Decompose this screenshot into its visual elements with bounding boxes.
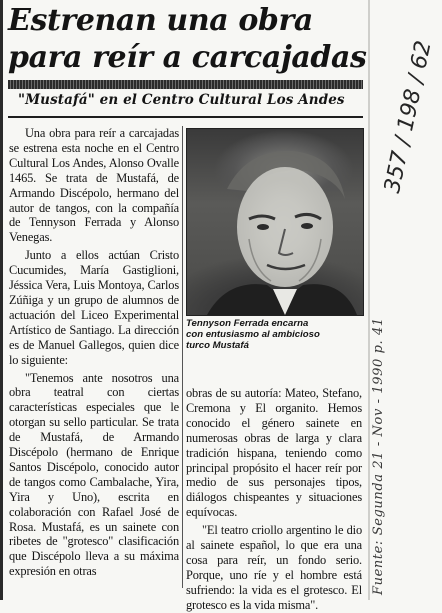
headline bbox=[8, 2, 368, 76]
subheadline: "Mustafá" en el Centro Cultural Los Andes bbox=[18, 92, 345, 108]
archive-number: 357 / 198 / 62 bbox=[380, 38, 437, 196]
clipping-right-edge bbox=[368, 0, 370, 600]
portrait-illustration bbox=[187, 129, 363, 315]
photo-caption bbox=[186, 318, 362, 352]
clipping-left-edge bbox=[0, 0, 3, 600]
subhead-rule-bar bbox=[8, 80, 363, 89]
portrait-photo bbox=[186, 128, 364, 316]
caption-line-2: con entusiasmo al ambicioso bbox=[186, 329, 320, 341]
article-column-left bbox=[9, 126, 179, 579]
paragraph-1: Una obra para reír a carcajadas se estrena esta noche en el Centro Cultural Los Andes, Alonso Ovalle 1465. Se trata de Mustafá, de Armando Discépolo, hermano del autor de tangos, con la compañía de Tennyson Ferrada y Alonso Venegas. bbox=[9, 126, 179, 245]
caption-line-3: turco Mustafá bbox=[186, 340, 249, 352]
paragraph-5: "El teatro criollo argentino le dio al sainete español, lo que era una cosa para reír, un fondo serio. Porque, uno ríe y el hombre está sufriendo: la vida es el grotesco. El grotesco es la vida misma". bbox=[186, 523, 362, 612]
caption-line-1: Tennyson Ferrada encarna bbox=[186, 318, 309, 329]
handwritten-source-note: Fuente: Segunda 21 - Nov - 1990 p. 41 bbox=[371, 317, 386, 595]
paragraph-2: Junto a ellos actúan Cristo Cucumides, María Gastiglioni, Jéssica Vera, Luis Montoya, Carlos Zúñiga y un grupo de alumnos de actuación del Liceo Experimental Artístico de Santiago. La dirección es de Manuel Gallegos, quien dice lo siguiente: bbox=[9, 248, 179, 367]
column-divider bbox=[182, 126, 183, 588]
paragraph-3: "Tenemos ante nosotros una obra teatral con ciertas características especiales que le otorgan su sello particular. Se trata de Mustafá, de Armando Discépolo (hermano de Enrique Santos Discépolo, conocido autor de tangos como Cambalache, Yira, Yira y Uno), escrita en colaboración con Rafael José de Rosa. Mustafá, es un sainete con ribetes de "grotesco" clasificación que Discépolo lleva a su máxima expresión en otras bbox=[9, 370, 179, 579]
headline-line-2: para reír a carcajadas bbox=[8, 40, 367, 75]
paragraph-4: obras de su autoría: Mateo, Stefano, Cremona y El organito. Hemos conocido el género sainete en numerosas obras de larga y clara tradición hispana, teniendo como principal propósito el hacer reír por medio de sus personajes tipos, diálogos chispeantes y situaciones equívocas. bbox=[186, 386, 362, 520]
section-rule bbox=[8, 116, 363, 118]
headline-line-1: Estrenan una obra bbox=[8, 3, 313, 38]
article-column-right bbox=[186, 386, 362, 613]
